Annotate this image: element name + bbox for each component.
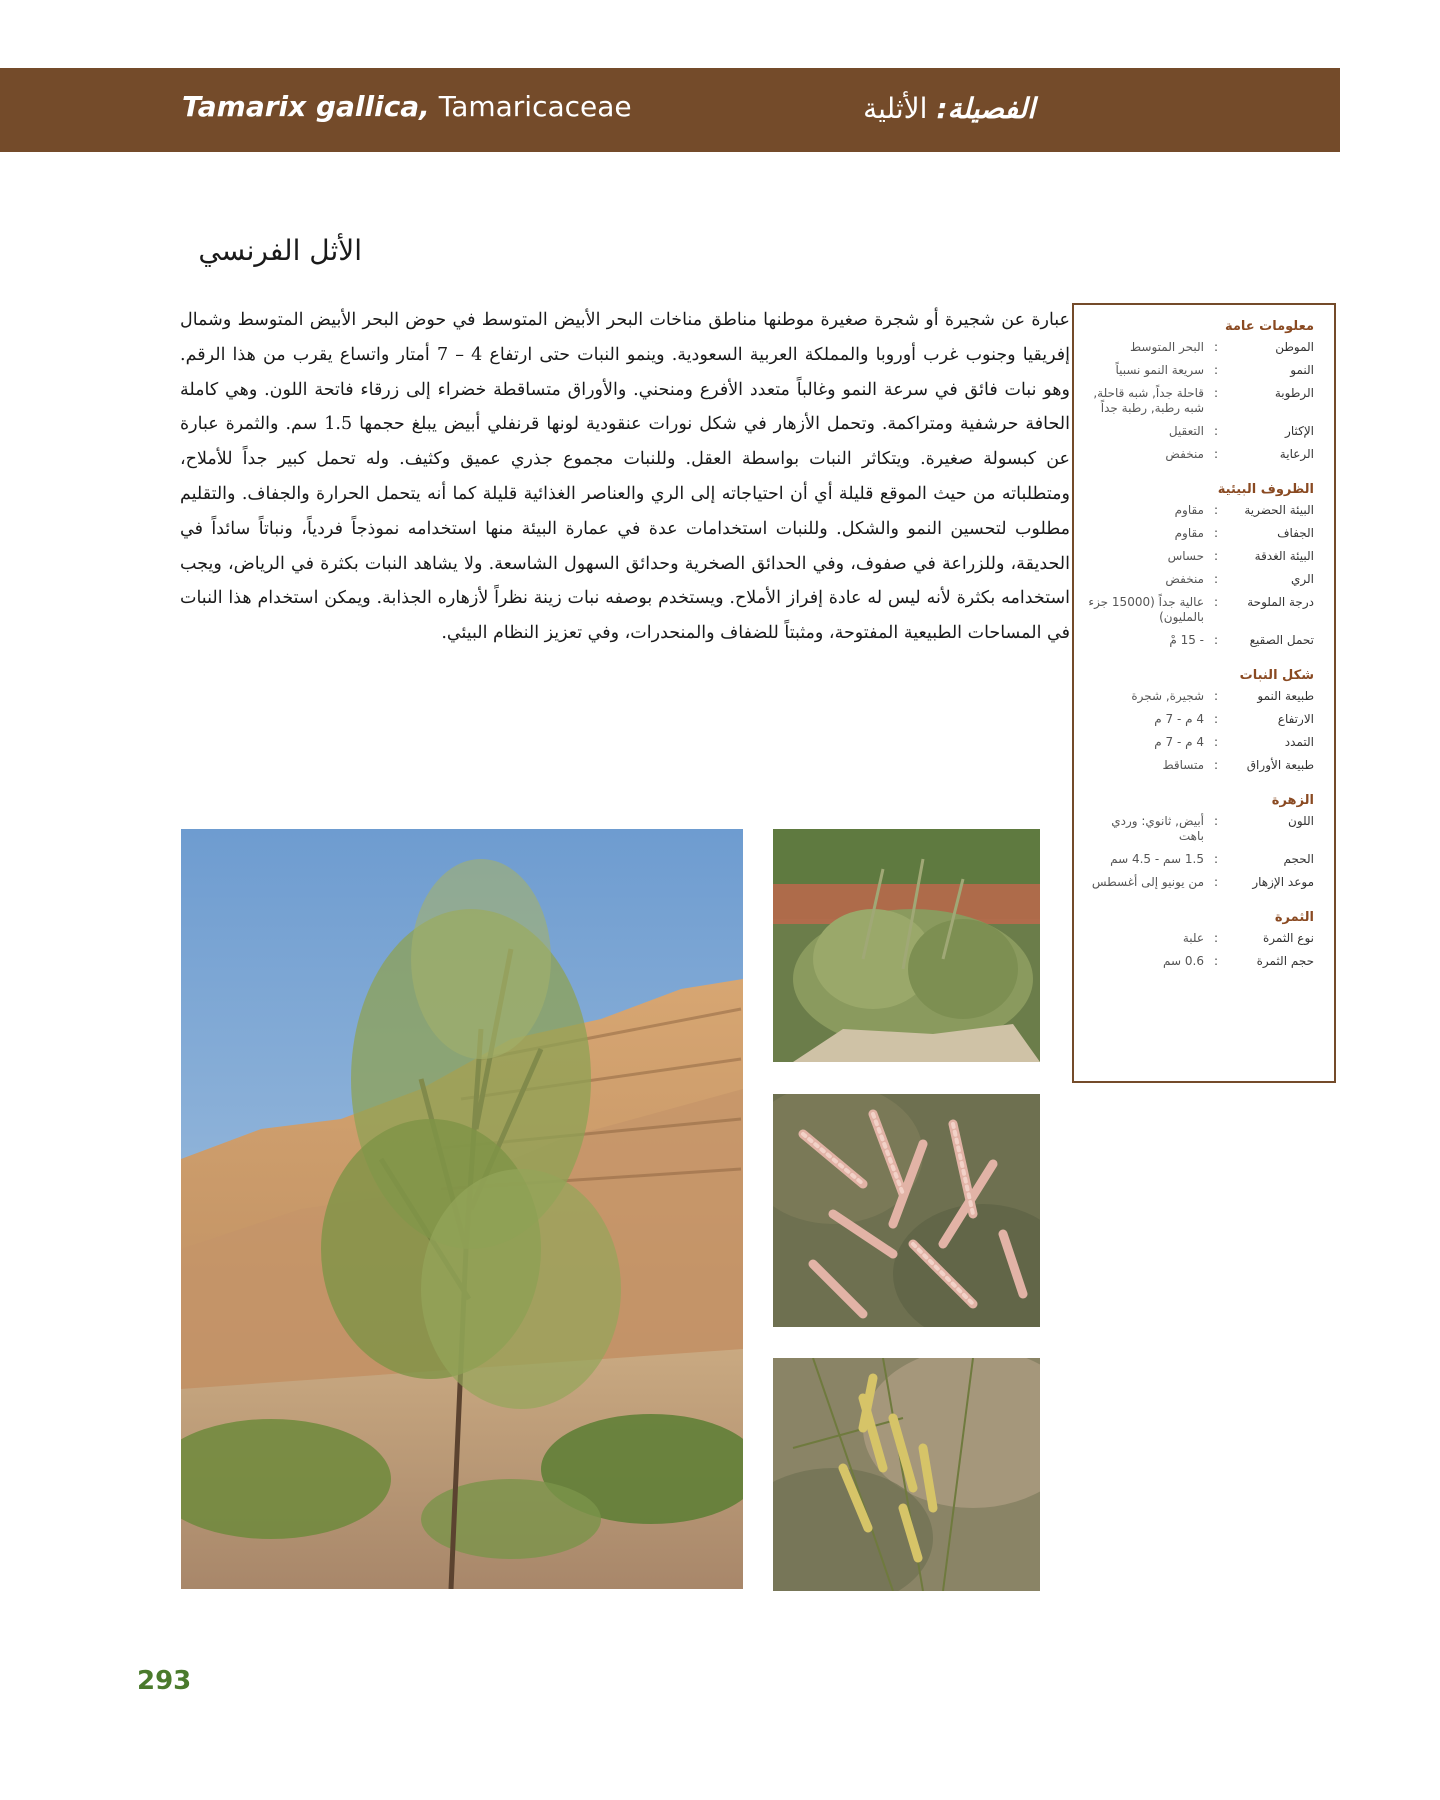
colon-separator: :	[1213, 340, 1219, 354]
info-row	[1086, 852, 1314, 867]
section-title: الثمرة	[1274, 910, 1314, 925]
info-section-flower	[1086, 793, 1314, 890]
info-label: النمو	[1290, 363, 1314, 377]
colon-separator: :	[1213, 526, 1219, 540]
info-row	[1086, 954, 1314, 969]
info-row	[1086, 572, 1314, 587]
info-value: عالية جداً (15000 جزء بالمليون)	[1088, 595, 1204, 624]
info-value: حساس	[1167, 549, 1204, 563]
info-value: 0.6 سم	[1163, 954, 1204, 968]
info-value: التعقيل	[1168, 424, 1204, 438]
family-label: الفصيلة:	[936, 92, 1035, 125]
section-title: شكل النبات	[1239, 668, 1314, 683]
header-scientific-name	[182, 90, 632, 123]
shrub-garden-illustration	[773, 829, 1040, 1062]
info-label: حجم الثمرة	[1256, 954, 1314, 968]
info-value: البحر المتوسط	[1130, 340, 1204, 354]
info-section-general	[1086, 319, 1314, 462]
colon-separator: :	[1213, 735, 1219, 749]
scientific-name: Tamarix gallica,	[182, 90, 430, 123]
common-name-title: الأثل الفرنسي	[198, 234, 362, 267]
info-row	[1086, 424, 1314, 439]
colon-separator: :	[1213, 572, 1219, 586]
colon-separator: :	[1213, 758, 1219, 772]
colon-separator: :	[1213, 633, 1219, 647]
info-label: الرعاية	[1279, 447, 1314, 461]
info-value: 1.5 سم - 4.5 سم	[1110, 852, 1204, 866]
info-row	[1086, 712, 1314, 727]
info-label: الجفاف	[1277, 526, 1314, 540]
tree-habitat-photo	[181, 829, 743, 1589]
info-section-form	[1086, 668, 1314, 773]
info-value: شجيرة, شجرة	[1131, 689, 1204, 703]
info-label: الارتفاع	[1277, 712, 1314, 726]
colon-separator: :	[1213, 814, 1219, 828]
info-value: مقاوم	[1174, 503, 1204, 517]
info-value: منخفض	[1165, 447, 1204, 461]
shrub-garden-photo	[773, 829, 1040, 1062]
tree-habitat-illustration	[181, 829, 743, 1589]
info-section-environment	[1086, 482, 1314, 648]
info-row	[1086, 386, 1314, 416]
info-row	[1086, 340, 1314, 355]
info-value: أبيض, ثانوي: وردي باهت	[1111, 814, 1204, 843]
info-value: متساقط	[1162, 758, 1204, 772]
info-label: البيئة الحضرية	[1244, 503, 1314, 517]
info-label: الموطن	[1275, 340, 1314, 354]
info-label: الري	[1290, 572, 1314, 586]
flower-spikes-illustration	[773, 1094, 1040, 1327]
info-section-fruit	[1086, 910, 1314, 969]
info-label: نوع الثمرة	[1263, 931, 1314, 945]
info-row	[1086, 814, 1314, 844]
colon-separator: :	[1213, 386, 1219, 400]
info-label: تحمل الصقيع	[1249, 633, 1314, 647]
page-number: 293	[137, 1666, 192, 1696]
info-value: 4 م - 7 م	[1154, 712, 1204, 726]
info-row	[1086, 447, 1314, 462]
colon-separator: :	[1213, 712, 1219, 726]
colon-separator: :	[1213, 447, 1219, 461]
info-value: مقاوم	[1174, 526, 1204, 540]
info-value: - 15 مْ	[1169, 633, 1204, 647]
colon-separator: :	[1213, 595, 1219, 609]
info-label: الإكثار	[1285, 424, 1314, 438]
info-label: التمدد	[1284, 735, 1314, 749]
flower-spikes-photo	[773, 1094, 1040, 1327]
info-label: طبيعة النمو	[1257, 689, 1314, 703]
info-value: قاحلة جداً, شبه قاحلة, شبه رطبة, رطبة جداً	[1093, 386, 1204, 415]
info-value: علبة	[1182, 931, 1204, 945]
info-row	[1086, 633, 1314, 648]
colon-separator: :	[1213, 424, 1219, 438]
info-row	[1086, 595, 1314, 625]
info-row	[1086, 526, 1314, 541]
info-value: من يونيو إلى أغسطس	[1091, 875, 1204, 889]
flower-closeup-photo	[773, 1358, 1040, 1591]
colon-separator: :	[1213, 363, 1219, 377]
info-label: الحجم	[1283, 852, 1314, 866]
plant-info-box	[1072, 303, 1336, 1083]
colon-separator: :	[1213, 549, 1219, 563]
info-label: اللون	[1288, 814, 1314, 828]
info-row	[1086, 363, 1314, 378]
colon-separator: :	[1213, 931, 1219, 945]
info-label: البيئة الغدقة	[1254, 549, 1314, 563]
info-value: منخفض	[1165, 572, 1204, 586]
info-row	[1086, 503, 1314, 518]
info-label: طبيعة الأوراق	[1246, 758, 1314, 772]
info-row	[1086, 689, 1314, 704]
info-row	[1086, 549, 1314, 564]
family-name: الأثلية	[863, 92, 937, 125]
colon-separator: :	[1213, 689, 1219, 703]
description-paragraph: عبارة عن شجيرة أو شجرة صغيرة موطنها مناطق مناخات البحر الأبيض المتوسط في حوض البحر الأبيض المتوسط وشمال إفريقيا وجنوب غرب أوروبا والمملكة العربية السعودية. وينمو النبات حتى ارتفاع 4 – 7 أمتار واتساع يقرب من هذا الرقم. وهو نبات فائق في سرعة النمو وغالباً متعدد الأفرع ومنحني. والأوراق متساقطة خضراء إلى زرقاء فاتحة اللون. وهي كاملة الحافة حرشفية ومتراكمة. وتحمل الأزهار في شكل نورات عنقودية لونها قرنفلي أبيض يبلغ حجمها 1.5 سم. والثمرة عبارة عن كبسولة صغيرة. ويتكاثر النبات بواسطة العقل. وللنبات مجموع جذري عميق وكثيف. وله تحمل كبير جداً للأملاح، ومتطلباته من حيث الموقع قليلة أي أن احتياجاته إلى الري والعناصر الغذائية قليلة كما أنه يتحمل الحرارة والجفاف. والتقليم مطلوب لتحسين النمو والشكل. وللنبات استخدامات عدة في عمارة البيئة منها استخدامه نموذجاً فردياً، ونباتاً سائداً في الحديقة، وللزراعة في صفوف، وفي الحدائق الصخرية وحدائق السهول الشاسعة. ولا يشاهد النبات بكثرة في الرياض، ويجب استخدامه بكثرة لأنه ليس له عادة إفراز الأملاح. ويستخدم بوصفه نبات زينة نظراً لأزهاره الجذابة. ويمكن استخدام هذا النبات في المساحات الطبيعية المفتوحة، ومثبتاً للضفاف والمنحدرات، وفي تعزيز النظام البيئي.	[180, 310, 1070, 644]
section-title: الظروف البيئية	[1217, 482, 1314, 497]
colon-separator: :	[1213, 852, 1219, 866]
info-label: الرطوبة	[1274, 386, 1314, 400]
info-label: موعد الإزهار	[1252, 875, 1314, 889]
header-family	[863, 92, 1035, 125]
info-row	[1086, 758, 1314, 773]
info-label: درجة الملوحة	[1247, 595, 1314, 609]
latin-family-name: Tamaricaceae	[429, 90, 632, 123]
info-row	[1086, 875, 1314, 890]
info-row	[1086, 931, 1314, 946]
colon-separator: :	[1213, 503, 1219, 517]
section-title: الزهرة	[1271, 793, 1314, 808]
flower-closeup-illustration	[773, 1358, 1040, 1591]
info-value: 4 م - 7 م	[1154, 735, 1204, 749]
info-row	[1086, 735, 1314, 750]
section-title: معلومات عامة	[1224, 319, 1314, 334]
colon-separator: :	[1213, 954, 1219, 968]
colon-separator: :	[1213, 875, 1219, 889]
info-value: سريعة النمو نسبياً	[1115, 363, 1204, 377]
